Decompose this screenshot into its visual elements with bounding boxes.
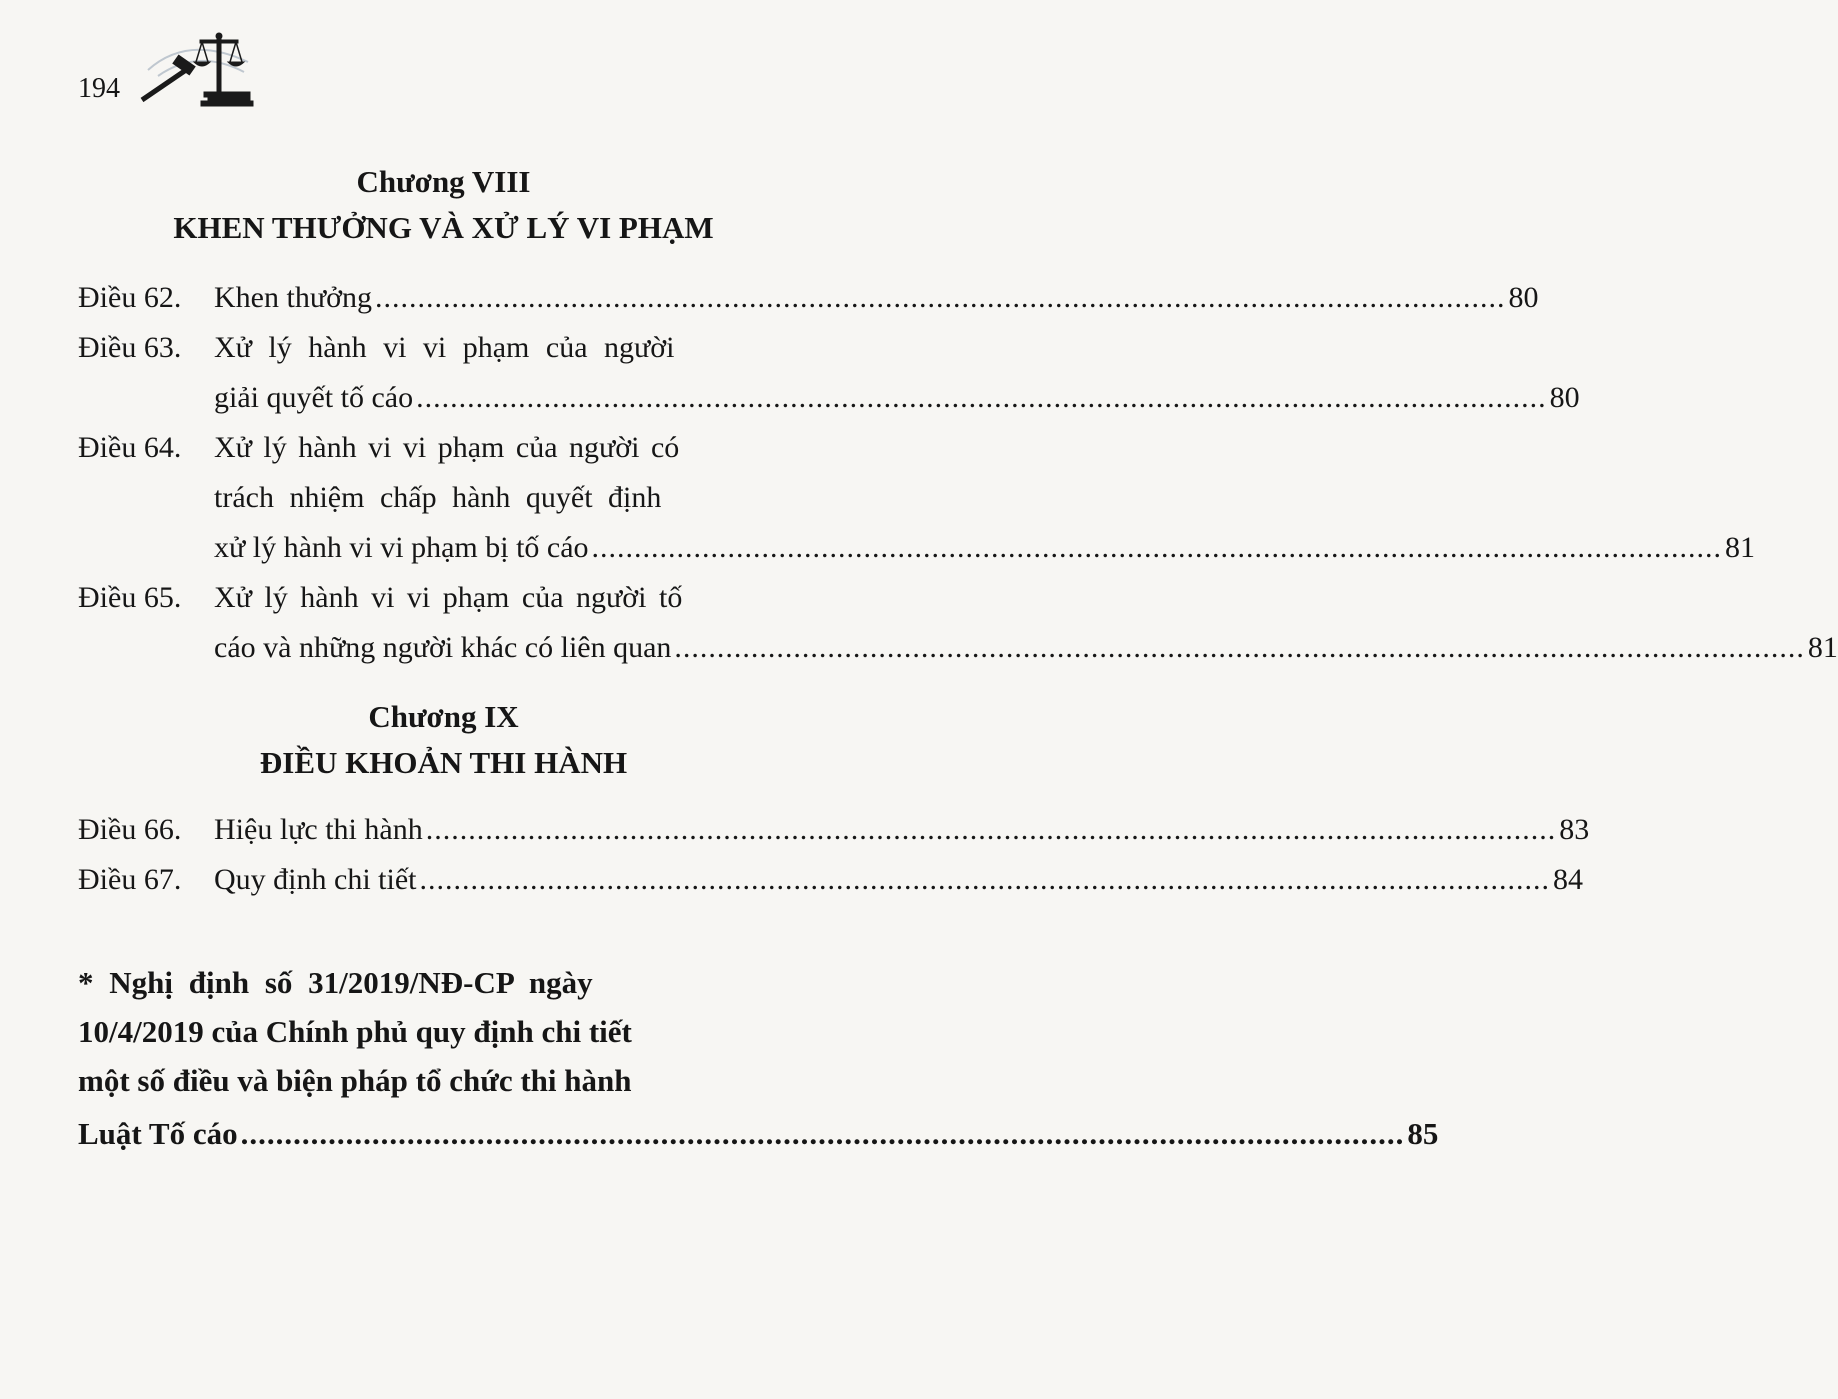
toc-entry-label: Điều 66. [78, 813, 182, 846]
decree-line: một số điều và biện pháp tổ chức thi hành [78, 1063, 632, 1098]
decree-line: * Nghị định số 31/2019/NĐ-CP ngày [78, 965, 593, 1000]
toc-page-number: 84 [1552, 863, 1583, 896]
toc-entry-title-line: Xử lý hành vi vi phạm của người có [214, 431, 680, 464]
toc-entry-label: Điều 62. [78, 281, 182, 314]
decree-title: Luật Tố cáo [78, 1116, 238, 1151]
decree-line: 10/4/2019 của Chính phủ quy định chi tiết [78, 1014, 632, 1049]
toc-leader-dots: ..................................................................................................................................... [425, 813, 1557, 846]
toc-entry-title-line: giải quyết tố cáo [214, 381, 414, 414]
toc-leader-dots: ..................................................................................................................................... [416, 381, 1547, 414]
toc-entry-title: Khen thưởng [214, 281, 372, 314]
toc-entry-title-line: cáo và những người khác có liên quan [214, 631, 672, 664]
toc-page-number: 81 [1725, 531, 1756, 564]
toc-entry[interactable] [78, 573, 1838, 673]
toc-entry-title-line: trách nhiệm chấp hành quyết định [214, 481, 662, 514]
toc-leader-dots: ..................................................................................................................................... [591, 531, 1723, 564]
toc-entry-decree[interactable] [78, 1109, 1439, 1158]
chapter-title: ĐIỀU KHOẢN THI HÀNH [259, 745, 628, 780]
toc-entry-label: Điều 63. [78, 331, 182, 364]
toc-entry-title-line: Xử lý hành vi vi phạm của người [214, 331, 675, 364]
toc-entry-label: Điều 64. [78, 431, 182, 464]
toc-entry[interactable] [78, 423, 1756, 573]
toc-leader-dots: ..................................................................................................................................... [374, 281, 1506, 314]
toc-leader-dots: ..................................................................................................................................... [240, 1116, 1405, 1151]
toc-entry[interactable] [78, 855, 1583, 905]
toc-entry[interactable] [78, 273, 1539, 323]
toc-page-number: 81 [1807, 631, 1838, 664]
toc-entry[interactable] [78, 323, 1580, 423]
toc-entry-title-line: xử lý hành vi vi phạm bị tố cáo [214, 531, 589, 564]
scales-and-gavel-icon [138, 26, 258, 110]
chapter-number: Chương IX [368, 699, 519, 734]
toc-entry-title-line: Xử lý hành vi vi phạm của người tố [214, 581, 683, 614]
toc-entry-title: Hiệu lực thi hành [214, 813, 423, 846]
chapter-title: KHEN THƯỞNG VÀ XỬ LÝ VI PHẠM [173, 210, 714, 245]
chapter-number: Chương VIII [356, 164, 531, 199]
toc-entry-label: Điều 67. [78, 863, 182, 896]
page-number: 194 [78, 73, 120, 104]
toc-entry-title: Quy định chi tiết [214, 863, 417, 896]
toc-entry[interactable] [78, 805, 1590, 855]
toc-page-number: 80 [1508, 281, 1539, 314]
toc-entry-label: Điều 65. [78, 581, 182, 614]
toc-page-number: 80 [1549, 381, 1580, 414]
toc-leader-dots: ..................................................................................................................................... [674, 631, 1805, 664]
toc-leader-dots: ..................................................................................................................................... [419, 863, 1550, 896]
toc-page-number: 83 [1559, 813, 1590, 846]
toc-page-number: 85 [1407, 1116, 1439, 1151]
